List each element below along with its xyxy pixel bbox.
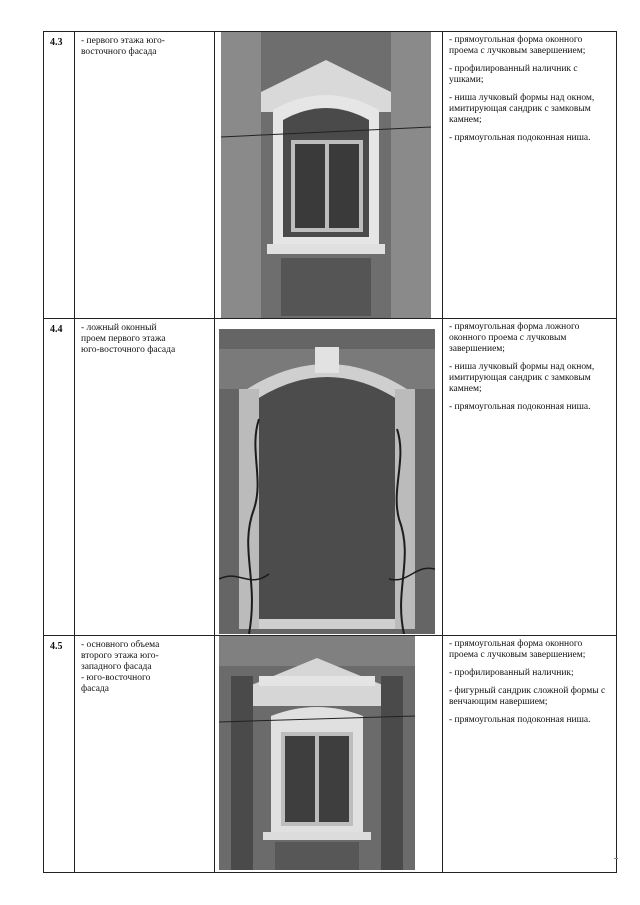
feature-text: - прямоугольная форма оконного проема с лучковым завершением;: [449, 35, 586, 56]
photo-cell: [215, 636, 443, 873]
element-name-line: западного фасада: [81, 662, 152, 672]
row-number: 4.3: [50, 37, 63, 48]
feature-text: - профилированный наличник;: [449, 668, 574, 678]
feature-text: - прямоугольная подоконная ниша.: [449, 133, 591, 143]
window-photo: [219, 636, 415, 870]
table-row: [44, 32, 617, 319]
element-name-line: юго-восточного фасада: [81, 345, 176, 355]
row-number-cell: [44, 32, 75, 319]
table-row: [44, 636, 617, 873]
architecture-elements-table: [43, 31, 617, 873]
features-cell: [443, 636, 617, 873]
feature-text: - ниша лучковый формы над окном, имитирующая сандрик с замковым камнем;: [449, 93, 595, 125]
element-name-line: второго этажа юго-: [81, 651, 159, 661]
scan-mark: [614, 858, 618, 859]
features-cell: [443, 319, 617, 636]
feature-text: - фигурный сандрик сложной формы с венчающим навершием;: [449, 686, 606, 707]
element-name-line: - основного объема: [81, 640, 160, 650]
window-photo: [219, 329, 435, 634]
element-name-line: восточного фасада: [81, 47, 157, 57]
feature-text: - прямоугольная форма оконного проема с лучковым завершением;: [449, 639, 586, 660]
row-number: 4.4: [50, 324, 63, 335]
window-photo: [221, 32, 431, 318]
element-name-line: - ложный оконный: [81, 323, 157, 333]
element-name-line: проем первого этажа: [81, 334, 166, 344]
table-row: [44, 319, 617, 636]
features-cell: [443, 32, 617, 319]
row-number: 4.5: [50, 641, 63, 652]
element-name-line: - первого этажа юго-: [81, 36, 165, 46]
element-name-cell: [75, 32, 215, 319]
row-number-cell: [44, 319, 75, 636]
element-name-cell: [75, 636, 215, 873]
feature-text: - прямоугольная форма ложного оконного проема с лучковым завершением;: [449, 322, 580, 354]
feature-text: - профилированный наличник с ушками;: [449, 64, 578, 85]
element-name-cell: [75, 319, 215, 636]
element-name-line: - юго-восточного: [81, 673, 151, 683]
photo-cell: [215, 32, 443, 319]
feature-text: - прямоугольная подоконная ниша.: [449, 402, 591, 412]
feature-text: - ниша лучковый формы над окном, имитирующая сандрик с замковым камнем;: [449, 362, 595, 394]
element-name-line: фасада: [81, 684, 109, 694]
photo-cell: [215, 319, 443, 636]
row-number-cell: [44, 636, 75, 873]
feature-text: - прямоугольная подоконная ниша.: [449, 715, 591, 725]
